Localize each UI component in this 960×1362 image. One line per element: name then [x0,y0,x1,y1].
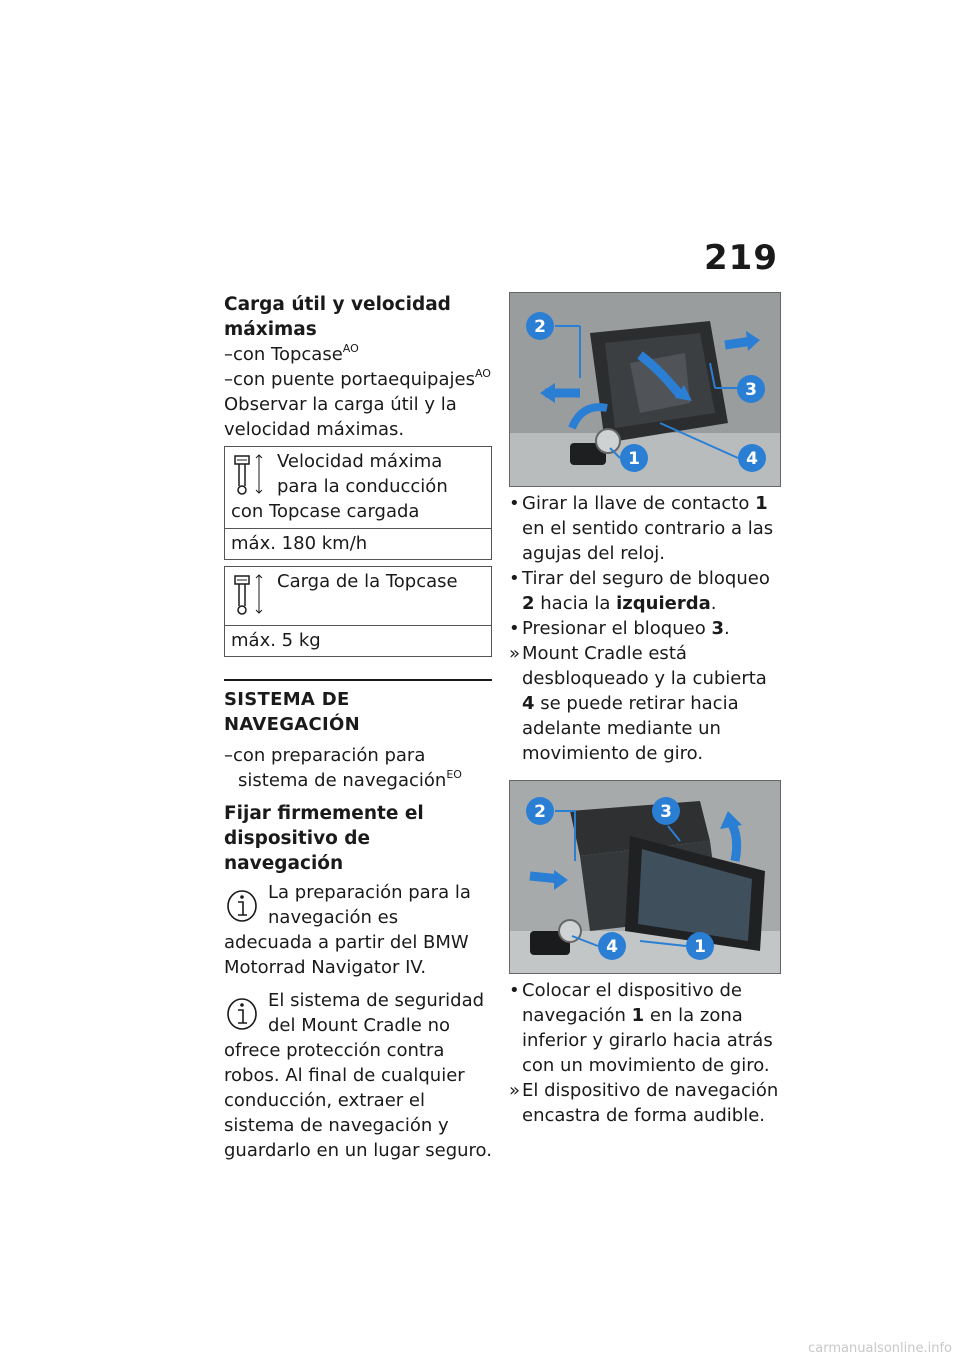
list-item: • Tirar del seguro de bloqueo 2 hacia la izquierda. [509,568,770,614]
svg-text:3: 3 [660,802,672,822]
condition-topcase: –con Topcase$^{AO}$ [224,342,359,365]
info-icon [224,886,260,926]
spec-value-load: máx. 5 kg [225,625,491,656]
section-title-navigation: SISTEMA DE NAVEGACIÓN [224,689,360,735]
info-note-2: El sistema de seguridad del Mount Cradle no ofrece protección contra robos. Al final de cualquier conducción, extraer el sistema de navegación y guardarlo en un lugar seguro. [224,990,492,1161]
svg-text:1: 1 [628,449,640,469]
svg-text:1: 1 [694,937,706,957]
svg-text:2: 2 [534,802,546,822]
spec-label-load: Carga de la Topcase [277,571,458,592]
callout-4 [598,932,626,960]
condition-navigation: –con preparación para sistema de navegación$^{EO}$ [224,745,462,791]
section-heading-load: Carga útil y velocidad máximas [224,294,451,340]
watermark: carmanualsonline.info [808,1341,952,1356]
section-rule [224,679,492,737]
spec-value-speed: máx. 180 km/h [225,528,491,559]
info-note-1: La preparación para la navegación es adecuada a partir del BMW Motorrad Navigator IV. [224,882,471,978]
list-item: • Girar la llave de contacto 1 en el sentido contrario a las agujas del reloj. [509,493,774,564]
figure-unlock-cradle [509,292,781,487]
list-item: » Mount Cradle está desbloqueado y la cubierta 4 se puede retirar hacia adelante mediante un movimiento de giro. [509,643,767,764]
figure-mount-device [509,780,781,974]
info-icon [224,994,260,1034]
svg-text:2: 2 [534,317,546,337]
spec-label-speed: Velocidad máxima para la conducción con Topcase cargada [231,451,448,522]
load-weight-icon [231,573,267,617]
callout-3 [737,375,765,403]
callout-1 [686,932,714,960]
list-item: • Colocar el dispositivo de navegación 1 en la zona inferior y girarlo hacia atrás con un movimiento de giro. [509,980,773,1076]
steps-unlock [509,491,781,766]
list-item: • Presionar el bloqueo 3. [509,618,730,639]
observe-text: Observar la carga útil y la velocidad máximas. [224,394,457,440]
steps-mount [509,978,781,1128]
svg-text:3: 3 [745,380,757,400]
svg-text:4: 4 [746,449,758,469]
navigator-mount-illustration [510,781,780,973]
right-column [509,292,781,1128]
callout-3 [652,797,680,825]
callout-2 [526,312,554,340]
spec-box-speed [224,446,492,560]
callout-2 [526,797,554,825]
subheading-fix-device: Fijar firmemente el dispositivo de navegación [224,803,424,874]
callout-4 [738,444,766,472]
svg-text:4: 4 [606,937,618,957]
left-column [224,292,492,1163]
page-number: 219 [704,238,778,278]
spec-box-load [224,566,492,657]
list-item: » El dispositivo de navegación encastra de forma audible. [509,1080,779,1126]
load-weight-icon [231,453,267,497]
cradle-unlock-illustration [510,293,780,486]
callout-1 [620,444,648,472]
condition-rack: –con puente portaequipajes$^{AO}$ [224,367,491,390]
